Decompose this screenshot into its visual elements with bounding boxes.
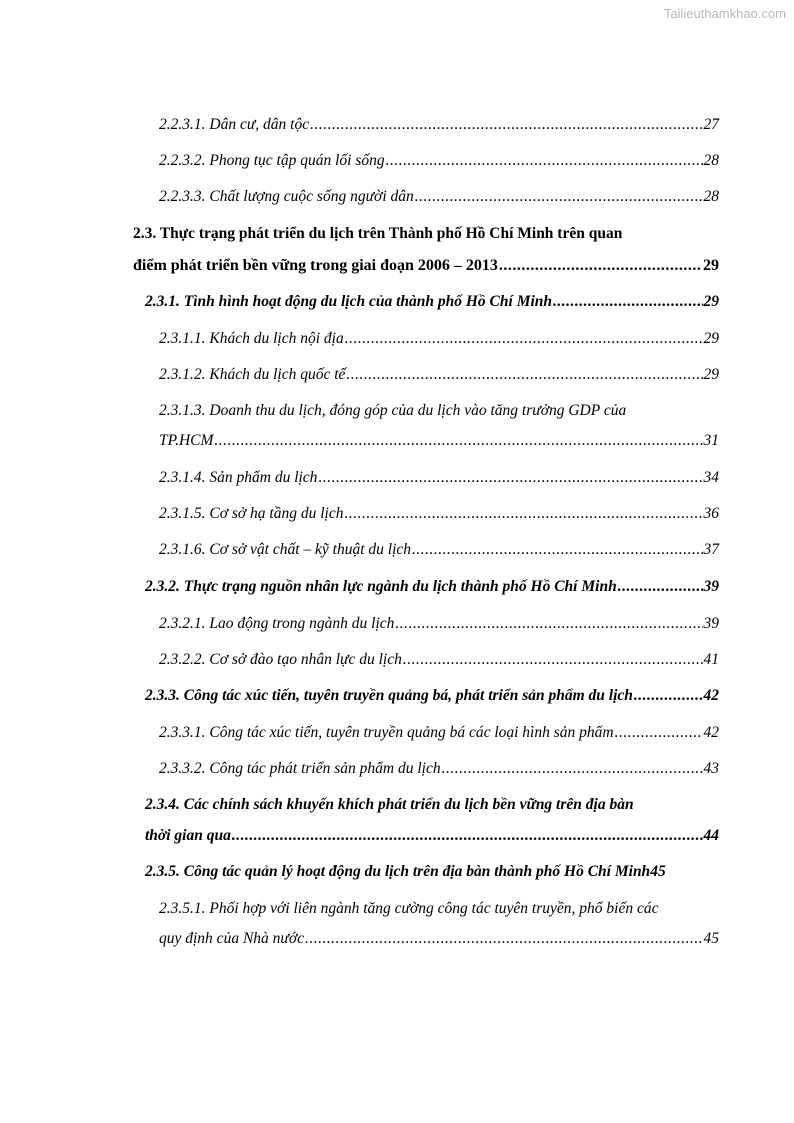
toc-entry-title: TP.HCM — [159, 432, 214, 449]
toc-entry-page: 29 — [703, 366, 719, 383]
toc-entry-page: 36 — [703, 505, 719, 522]
toc-leader-dots — [442, 760, 703, 778]
toc-entry-page: 42 — [703, 687, 719, 704]
toc-entry-title: 2.3.5. Công tác quản lý hoạt động du lịch trên địa bàn thành phố Hồ Chí Minh — [145, 863, 651, 880]
toc-leader-dots — [499, 257, 702, 275]
toc-entry-page: 45 — [650, 863, 666, 880]
toc-entry-title: 2.2.3.2. Phong tục tập quán lối sống — [159, 152, 385, 169]
toc-entry-page: 28 — [703, 188, 719, 205]
toc-leader-dots — [553, 293, 702, 311]
toc-entry-title: 2.2.3.3. Chất lượng cuộc sống người dân — [159, 188, 414, 205]
toc-entry[interactable] — [159, 505, 719, 523]
toc-leader-dots — [344, 505, 702, 523]
toc-subsection-entry[interactable] — [145, 687, 719, 705]
toc-entry-title: 2.3.3.1. Công tác xúc tiến, tuyên truyền quảng bá các loại hình sản phẩm — [159, 724, 614, 741]
toc-entry-page: 41 — [703, 651, 719, 668]
toc-leader-dots — [232, 827, 703, 845]
toc-entry-title: 2.3.2.2. Cơ sở đào tạo nhân lực du lịch — [159, 651, 402, 668]
toc-entry-title: quy định của Nhà nước — [159, 930, 305, 947]
toc-entry-title: 2.3.1.2. Khách du lịch quốc tế — [159, 366, 346, 383]
watermark-text: Tailieuthamkhao.com — [663, 6, 786, 21]
toc-leader-dots — [395, 615, 702, 633]
toc-entry-title-line1: 2.3.5.1. Phối hợp với liên ngành tăng cường công tác tuyên truyền, phổ biến các — [159, 900, 659, 917]
toc-subsection-entry[interactable] — [145, 863, 727, 881]
toc-leader-dots — [305, 930, 702, 948]
toc-entry[interactable] — [159, 651, 719, 669]
toc-entry-title: 2.3.1.5. Cơ sở hạ tầng du lịch — [159, 505, 344, 522]
toc-entry-page: 29 — [703, 257, 719, 274]
toc-entry[interactable] — [159, 724, 719, 742]
toc-entry[interactable] — [159, 330, 719, 348]
toc-entry-page: 39 — [703, 615, 719, 632]
toc-entry-page: 31 — [703, 432, 719, 449]
toc-entry[interactable] — [159, 760, 719, 778]
toc-entry-page: 27 — [703, 116, 719, 133]
toc-section-title-line1: 2.3. Thực trạng phát triển du lịch trên Thành phố Hồ Chí Minh trên quan — [133, 225, 623, 242]
toc-entry[interactable] — [159, 930, 719, 948]
toc-leader-dots — [310, 116, 702, 134]
toc-entry-page: 43 — [703, 760, 719, 777]
toc-entry-page: 44 — [703, 827, 719, 844]
toc-entry-title: 2.3.1. Tình hình hoạt động du lịch của thành phố Hồ Chí Minh — [145, 293, 553, 310]
toc-subsection-entry[interactable] — [145, 293, 719, 311]
toc-entry-page: 37 — [703, 541, 719, 558]
toc-entry[interactable] — [159, 152, 719, 170]
toc-entry-title: điểm phát triển bền vững trong giai đoạn 2006 – 2013 — [133, 257, 498, 274]
toc-entry[interactable] — [159, 432, 719, 450]
toc-entry-page: 42 — [703, 724, 719, 741]
toc-entry-page: 29 — [703, 293, 719, 310]
toc-leader-dots — [403, 651, 703, 669]
toc-subsection-entry[interactable] — [145, 578, 719, 596]
toc-leader-dots — [346, 366, 702, 384]
toc-leader-dots — [415, 188, 703, 206]
toc-entry-title-line1: 2.3.1.3. Doanh thu du lịch, đóng góp của du lịch vào tăng trưởng GDP của — [159, 402, 627, 419]
toc-leader-dots — [615, 724, 703, 742]
toc-entry-title: 2.3.3.2. Công tác phát triển sản phẩm du lịch — [159, 760, 441, 777]
toc-subsection-entry[interactable] — [145, 827, 719, 845]
toc-entry-page: 28 — [703, 152, 719, 169]
toc-entry[interactable] — [159, 116, 719, 134]
toc-entry-title: 2.3.2. Thực trạng nguồn nhân lực ngành du lịch thành phố Hồ Chí Minh — [145, 578, 617, 595]
toc-leader-dots — [386, 152, 703, 170]
toc-subsection-title-line1: 2.3.4. Các chính sách khuyến khích phát triển du lịch bền vững trên địa bàn — [145, 796, 634, 813]
toc-leader-dots — [634, 687, 703, 705]
toc-entry-page: 29 — [703, 330, 719, 347]
toc-entry[interactable] — [159, 541, 719, 559]
toc-leader-dots — [412, 541, 702, 559]
toc-leader-dots — [318, 469, 702, 487]
toc-entry-page: 34 — [703, 469, 719, 486]
toc-entry-title: 2.3.1.4. Sản phẩm du lịch — [159, 469, 318, 486]
toc-entry[interactable] — [159, 188, 719, 206]
toc-entry-title: 2.3.2.1. Lao động trong ngành du lịch — [159, 615, 395, 632]
toc-entry[interactable] — [159, 366, 719, 384]
toc-entry-page: 39 — [703, 578, 719, 595]
toc-entry[interactable] — [159, 615, 719, 633]
toc-entry[interactable] — [159, 469, 719, 487]
toc-entry-title: 2.2.3.1. Dân cư, dân tộc — [159, 116, 310, 133]
toc-entry-title: thời gian qua — [145, 827, 231, 844]
toc-entry-title: 2.3.1.6. Cơ sở vật chất – kỹ thuật du lịch — [159, 541, 412, 558]
toc-leader-dots — [618, 578, 703, 596]
toc-section-entry[interactable] — [133, 257, 719, 275]
toc-entry-title: 2.3.3. Công tác xúc tiến, tuyên truyền quảng bá, phát triển sản phẩm du lịch — [145, 687, 633, 704]
toc-leader-dots — [345, 330, 703, 348]
toc-entry-page: 45 — [703, 930, 719, 947]
toc-entry-title: 2.3.1.1. Khách du lịch nội địa — [159, 330, 344, 347]
toc-leader-dots — [214, 432, 702, 450]
